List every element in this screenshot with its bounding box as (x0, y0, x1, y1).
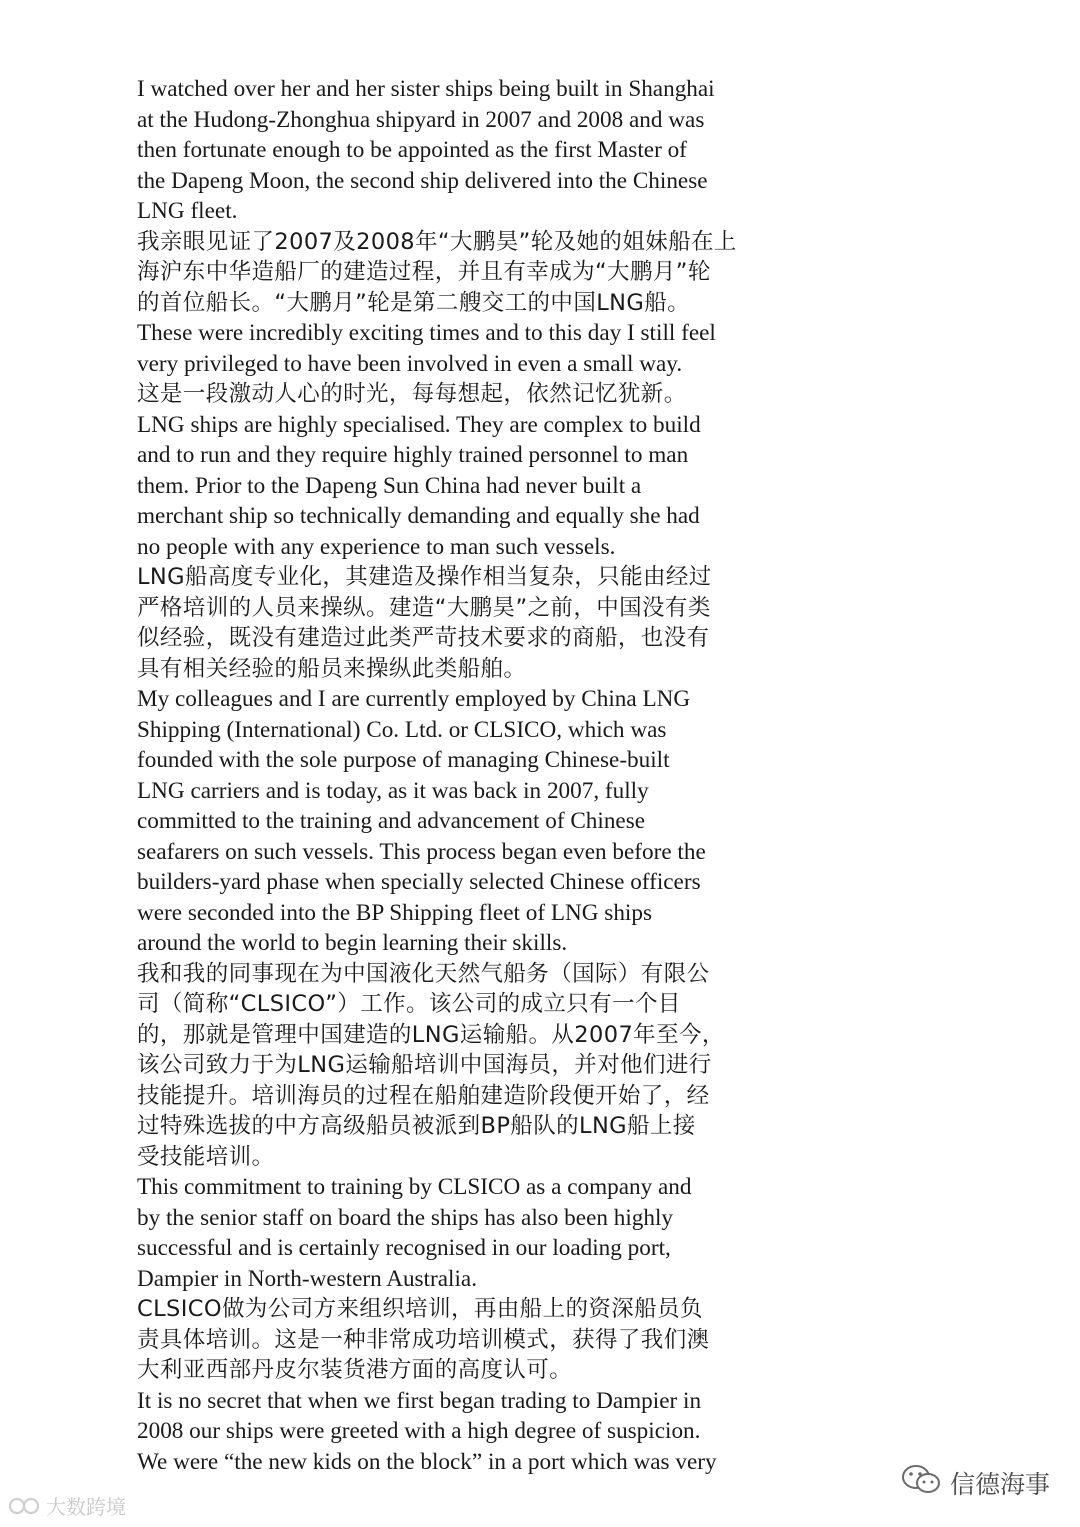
chinese-paragraph (137, 1294, 817, 1386)
text-line: 技能提升。培训海员的过程在船舶建造阶段便开始了，经 (137, 1082, 710, 1109)
text-line: Shipping (International) Co. Ltd. or CLSICO, which was (137, 716, 667, 743)
text-line: 严格培训的人员来操纵。建造“大鹏昊”之前，中国没有类 (137, 594, 711, 621)
text-line: LNG fleet. (137, 198, 238, 224)
text-line: LNG船高度专业化，其建造及操作相当复杂，只能由经过 (137, 564, 712, 590)
text-line: 的首位船长。“大鹏月”轮是第二艘交工的中国LNG船。 (137, 289, 691, 316)
english-paragraph (137, 684, 817, 959)
text-line: committed to the training and advancement of Chinese (137, 808, 646, 834)
text-line: LNG ships are highly specialised. They are complex to build (137, 411, 701, 438)
text-line: 这是一段激动人心的时光，每每想起，依然记忆犹新。 (137, 381, 687, 407)
text-line: 大利亚西部丹皮尔装货港方面的高度认可。 (137, 1357, 573, 1383)
chinese-paragraph (137, 959, 817, 1173)
text-line: 司（简称“CLSICO”）工作。该公司的成立只有一个目 (137, 991, 681, 1017)
text-line: 2008 our ships were greeted with a high degree of suspicion. (137, 1418, 701, 1444)
chinese-paragraph (137, 227, 817, 319)
text-line: around the world to begin learning their skills. (137, 930, 568, 956)
text-line: and to run and they require highly trained personnel to man (137, 442, 689, 468)
text-line: founded with the sole purpose of managing Chinese-built (137, 747, 670, 773)
text-line: the Dapeng Moon, the second ship delivered into the Chinese (137, 167, 708, 194)
text-line: no people with any experience to man such vessels. (137, 533, 616, 560)
chinese-paragraph (137, 562, 817, 684)
text-line: This commitment to training by CLSICO as a company and (137, 1174, 692, 1200)
text-line: These were incredibly exciting times and to this day I still feel (137, 320, 716, 346)
text-line: successful and is certainly recognised in our loading port, (137, 1235, 671, 1261)
english-paragraph (137, 318, 817, 379)
text-line: were seconded into the BP Shipping fleet of LNG ships (137, 899, 652, 926)
english-paragraph (137, 74, 817, 227)
watermark-right (900, 1463, 1050, 1503)
text-line: CLSICO做为公司方来组织培训，再由船上的资深船员负 (137, 1296, 703, 1322)
text-line: seafarers on such vessels. This process began even before the (137, 838, 706, 865)
document-body (137, 74, 817, 1477)
text-line: merchant ship so technically demanding and equally she had (137, 503, 700, 529)
wechat-icon (900, 1463, 942, 1503)
english-paragraph (137, 1172, 817, 1294)
text-line: very privileged to have been involved in even a small way. (137, 350, 683, 377)
text-line: My colleagues and I are currently employed by China LNG (137, 686, 691, 712)
brand-logo-icon (8, 1495, 42, 1517)
text-line: 责具体培训。这是一种非常成功培训模式，获得了我们澳 (137, 1326, 710, 1353)
watermark-left (8, 1491, 126, 1520)
english-paragraph (137, 1386, 817, 1478)
text-line: 的，那就是管理中国建造的LNG运输船。从2007年至今， (137, 1021, 725, 1048)
text-line: 我和我的同事现在为中国液化天然气船务（国际）有限公 (137, 960, 710, 987)
text-line: I watched over her and her sister ships being built in Shanghai (137, 76, 715, 102)
text-line: 海沪东中华造船厂的建造过程，并且有幸成为“大鹏月”轮 (137, 259, 711, 285)
text-line: Dampier in North-western Australia. (137, 1265, 477, 1292)
text-line: 受技能培训。 (137, 1143, 275, 1170)
text-line: then fortunate enough to be appointed as the first Master of (137, 137, 687, 163)
text-line: 过特殊选拔的中方高级船员被派到BP船队的LNG船上接 (137, 1113, 696, 1139)
text-line: by the senior staff on board the ships has also been highly (137, 1204, 674, 1231)
text-line: builders-yard phase when specially selected Chinese officers (137, 869, 701, 895)
text-line: It is no secret that when we first began trading to Dampier in (137, 1387, 702, 1414)
text-line: at the Hudong-Zhonghua shipyard in 2007 and 2008 and was (137, 106, 705, 133)
watermark-right-text: 信德海事 (949, 1470, 1050, 1499)
chinese-paragraph (137, 379, 817, 410)
text-line: 似经验，既没有建造过此类严苛技术要求的商船，也没有 (137, 625, 710, 651)
text-line: 我亲眼见证了2007及2008年“大鹏昊”轮及她的姐妹船在上 (137, 228, 737, 255)
watermark-left-text: 大数跨境 (46, 1495, 126, 1519)
text-line: LNG carriers and is today, as it was back in 2007, fully (137, 777, 649, 804)
text-line: 该公司致力于为LNG运输船培训中国海员，并对他们进行 (137, 1052, 712, 1078)
english-paragraph (137, 410, 817, 563)
text-line: 具有相关经验的船员来操纵此类船舶。 (137, 655, 527, 682)
text-line: We were “the new kids on the block” in a port which was very (137, 1448, 717, 1475)
text-line: them. Prior to the Dapeng Sun China had never built a (137, 472, 642, 499)
